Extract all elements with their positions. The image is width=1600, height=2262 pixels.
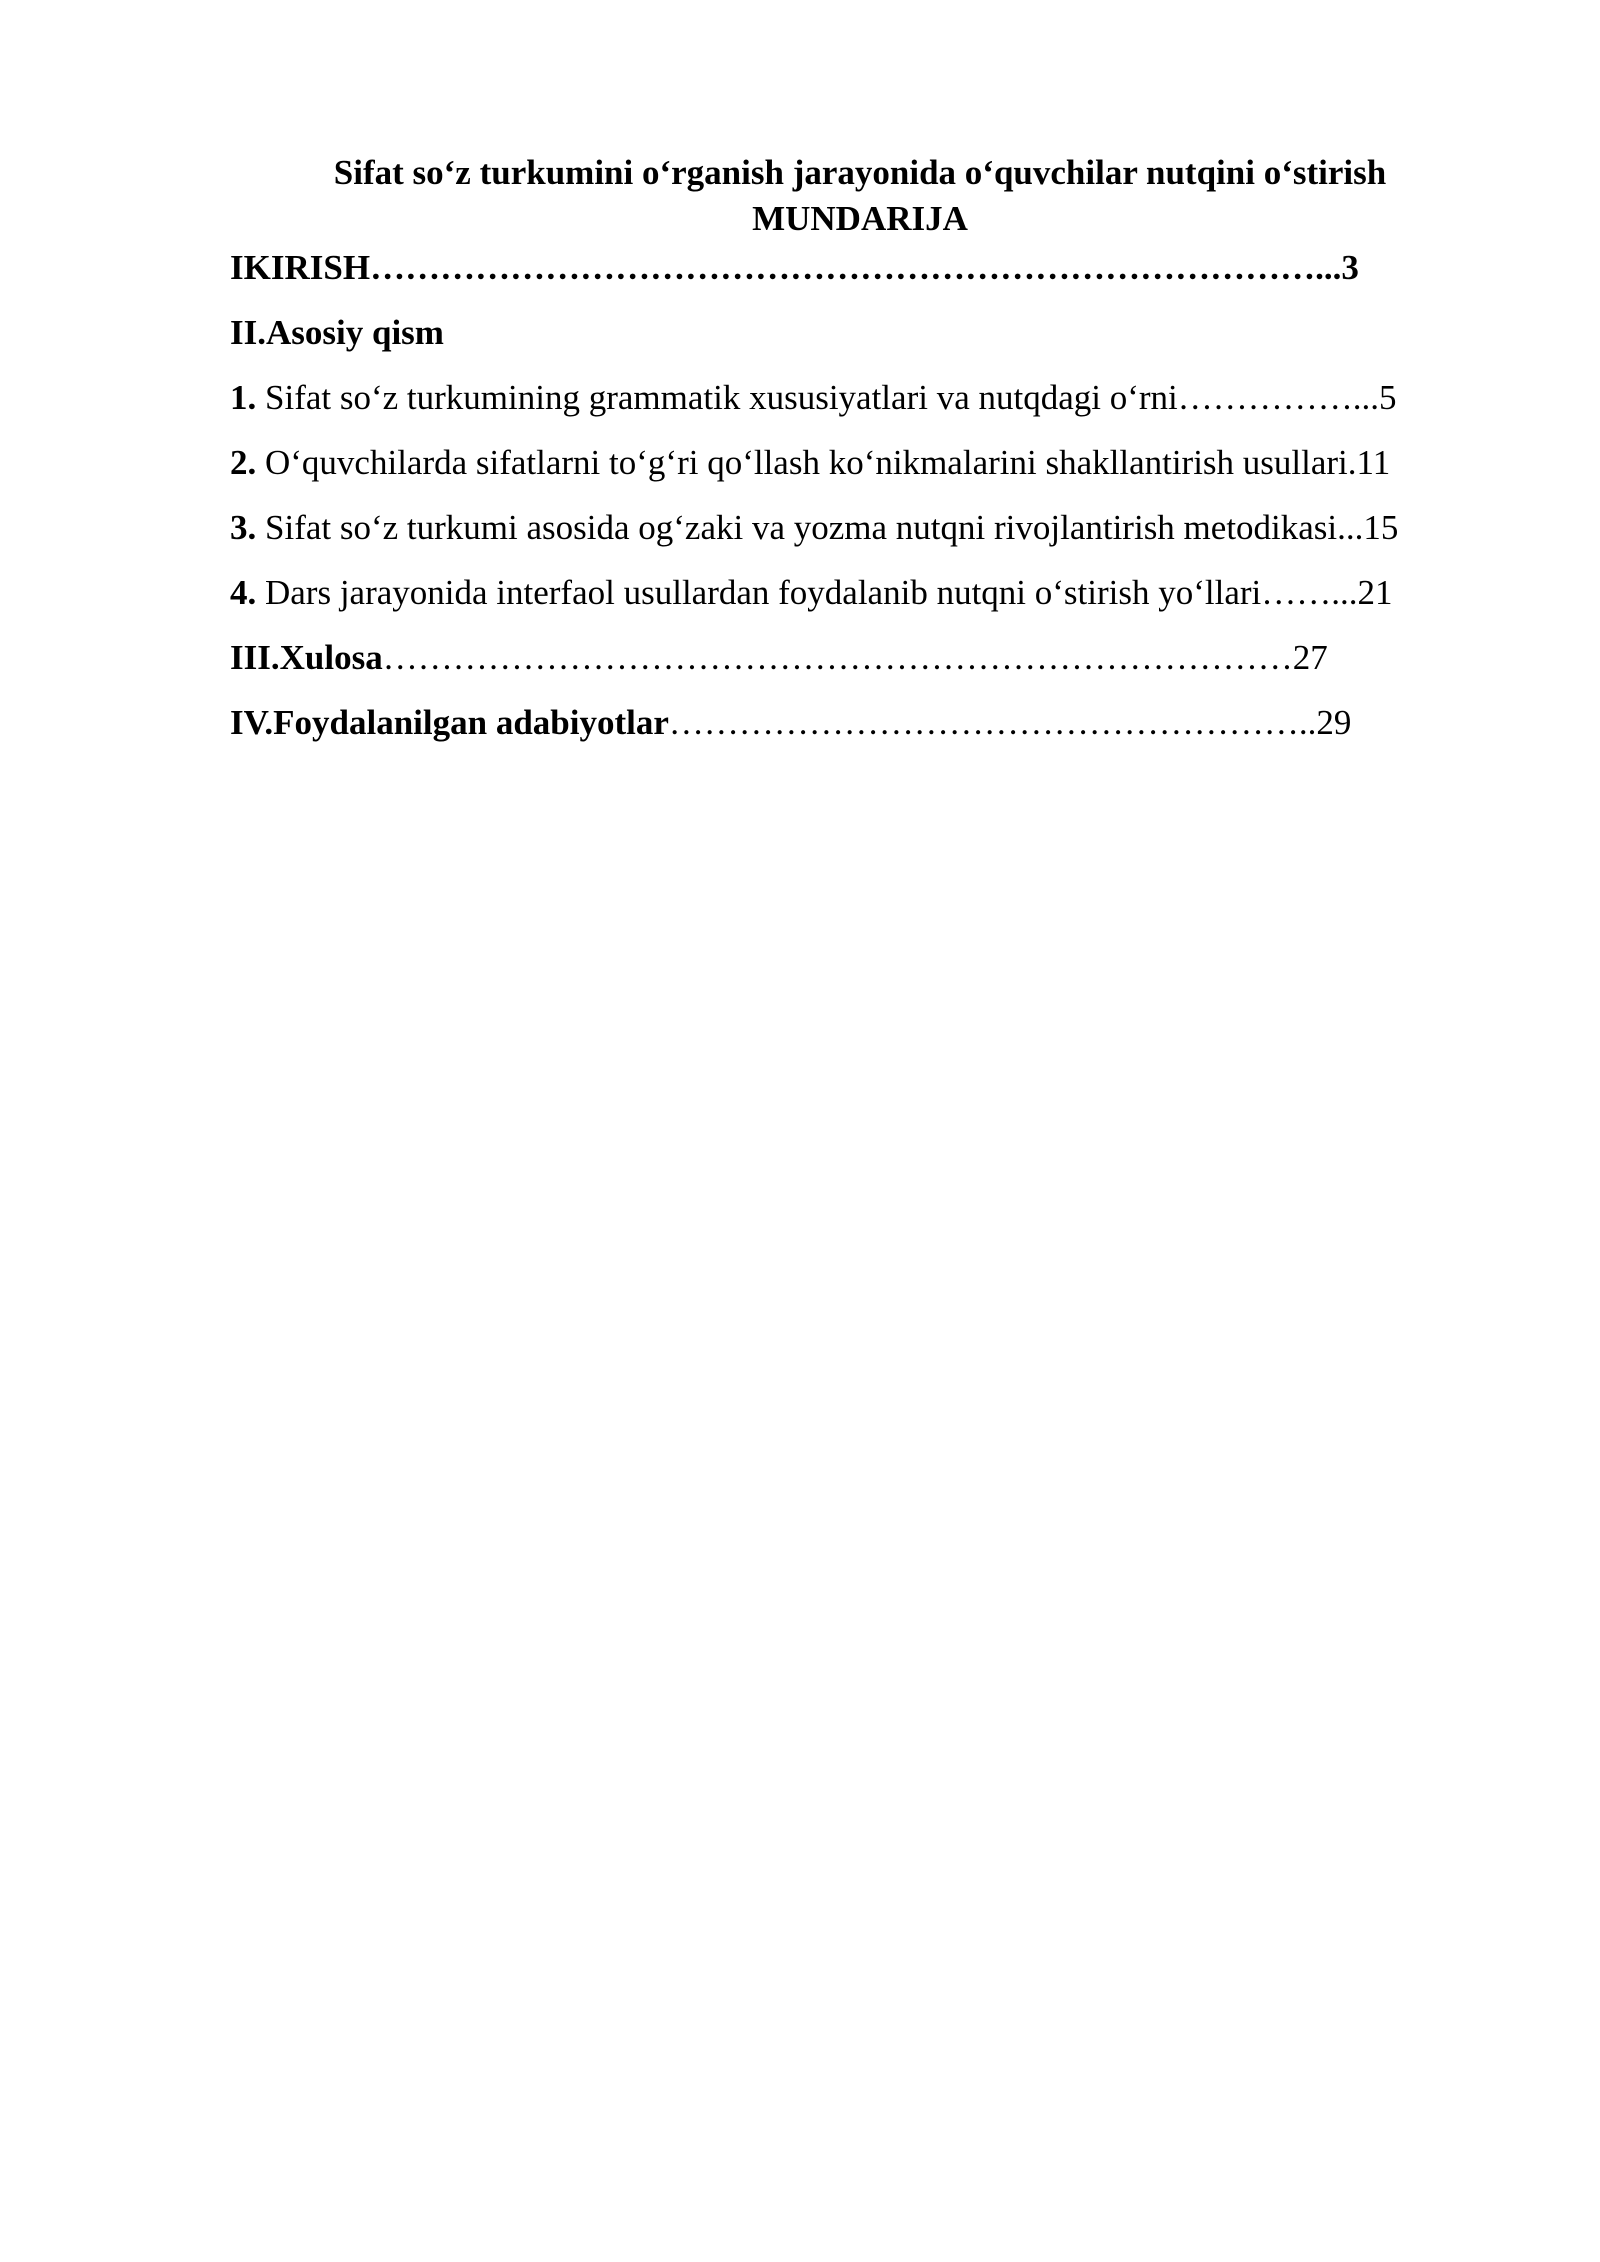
toc-entry-number: 2. — [230, 443, 257, 482]
toc-entry-label: III.Xulosa — [230, 638, 383, 677]
table-of-contents — [230, 245, 1490, 765]
toc-entry-2 — [230, 440, 1490, 486]
title-block — [230, 150, 1490, 242]
toc-entry-4 — [230, 570, 1490, 616]
toc-entry-leader: ... — [1337, 508, 1364, 547]
toc-entry-page: 21 — [1357, 573, 1393, 612]
document-title: Sifat so‘z turkumini o‘rganish jarayonida o‘quvchilar nutqini o‘stirish — [333, 153, 1387, 192]
toc-entry-number: 1. — [230, 378, 257, 417]
toc-entry-leader: ……………... — [1177, 378, 1380, 417]
toc-entry-number: 4. — [230, 573, 257, 612]
toc-entry-label: II.Asosiy qism — [230, 313, 444, 352]
toc-entry-introduction — [230, 245, 1490, 291]
toc-entry-page: 11 — [1356, 443, 1391, 482]
toc-entry-number: 3. — [230, 508, 257, 547]
toc-entry-main-part — [230, 310, 1490, 356]
toc-entry-label: IV.Foydalanilgan adabiyotlar — [230, 703, 669, 742]
toc-entry-leader: ……………………………………………….. — [668, 703, 1317, 742]
toc-entry-references — [230, 700, 1490, 746]
toc-entry-page: 3 — [1341, 248, 1359, 287]
toc-entry-conclusion — [230, 635, 1490, 681]
toc-entry-3 — [230, 505, 1490, 551]
toc-entry-leader: ………………………………………………………………………... — [370, 248, 1342, 287]
toc-entry-text: Dars jarayonida interfaol usullardan foydalanib nutqni o‘stirish yo‘llari — [256, 573, 1262, 612]
contents-heading: MUNDARIJA — [752, 199, 968, 238]
toc-entry-page: 29 — [1316, 703, 1352, 742]
toc-entry-page: 5 — [1379, 378, 1397, 417]
toc-entry-leader: ……... — [1261, 573, 1358, 612]
toc-entry-1 — [230, 375, 1490, 421]
toc-entry-text: Sifat so‘z turkumi asosida og‘zaki va yozma nutqni rivojlantirish metodikasi — [256, 508, 1338, 547]
toc-entry-page: 27 — [1292, 638, 1328, 677]
toc-entry-text: Sifat so‘z turkumining grammatik xususiyatlari va nutqdagi o‘rni — [256, 378, 1178, 417]
toc-entry-text: O‘quvchilarda sifatlarni to‘g‘ri qo‘llash ko‘nikmalarini shakllantirish usullari. — [256, 443, 1357, 482]
toc-entry-label: IKIRISH — [230, 248, 371, 287]
toc-entry-page: 15 — [1363, 508, 1399, 547]
toc-entry-leader: …………………………………………………………………… — [382, 638, 1293, 677]
